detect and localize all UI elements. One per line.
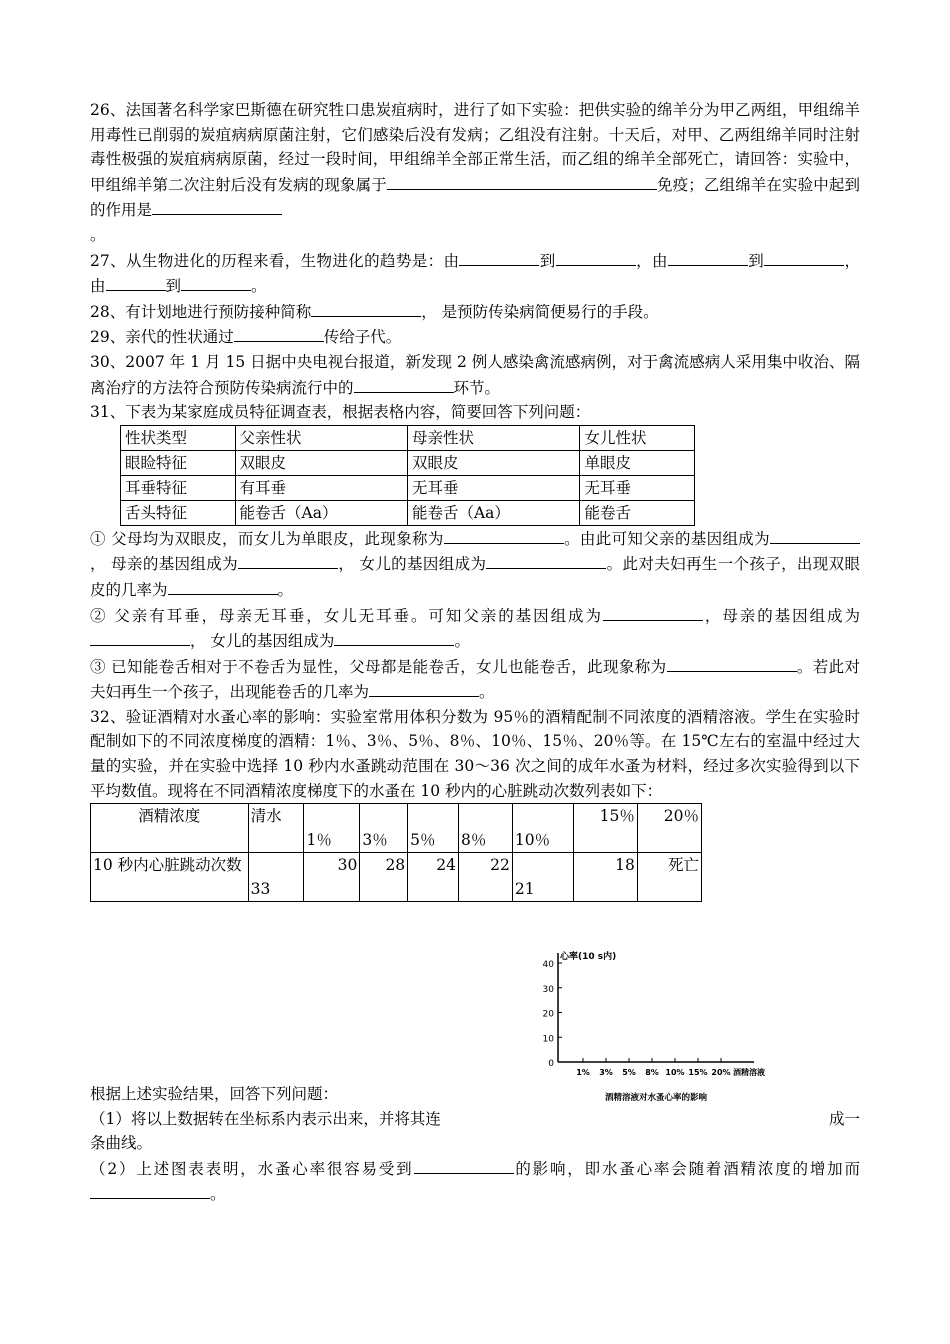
table-header-cell: 女儿性状: [580, 425, 695, 450]
answer-blank[interactable]: [90, 1181, 210, 1199]
answer-blank[interactable]: [603, 603, 703, 621]
answer-blank[interactable]: [181, 273, 251, 291]
y-tick-label: 10: [542, 1034, 554, 1045]
table-cell: 双眼皮: [407, 450, 579, 475]
table-cell: 能卷舌（Aa）: [407, 500, 579, 525]
answer-intro: 根据上述实验结果，回答下列问题：: [90, 1085, 339, 1103]
answer-blank[interactable]: [414, 1156, 514, 1174]
table-cell: 无耳垂: [407, 475, 579, 500]
answer-blank[interactable]: [106, 273, 166, 291]
table-cell: 眼睑特征: [121, 450, 236, 475]
answer-blank[interactable]: [770, 526, 860, 544]
answer-blank[interactable]: [168, 577, 278, 595]
answer-blank[interactable]: [667, 654, 797, 672]
question-31-part3: ③ 已知能卷舌相对于不卷舌为显性，父母都是能卷舌，女儿也能卷舌，此现象称为 。若此对夫妇再生一个孩子，出现能卷舌的几率为 。: [90, 654, 860, 705]
table-cell: 能卷舌: [580, 500, 695, 525]
table-cell: 清水: [248, 804, 304, 853]
table-cell: 8％: [459, 804, 513, 853]
table-cell: 33: [248, 853, 304, 902]
table-cell: 能卷舌（Aa）: [235, 500, 407, 525]
table-cell: 22: [459, 853, 513, 902]
family-traits-table: [120, 425, 695, 526]
answer-blank[interactable]: [234, 324, 324, 342]
question-28: 28、有计划地进行预防接种简称 ， 是预防传染病简便易行的手段。: [90, 299, 860, 325]
y-tick-label: 40: [542, 960, 554, 970]
table-cell: 10 秒内心脏跳动次数: [91, 853, 249, 902]
question-32-answers: [90, 1082, 860, 1207]
table-header-row: [121, 425, 695, 450]
table-cell: 死亡: [637, 853, 701, 902]
worksheet-body: [90, 98, 860, 902]
x-tick-label: 1%: [576, 1068, 590, 1077]
table-row: [121, 475, 695, 500]
x-tick-label: 5%: [622, 1068, 636, 1077]
table-cell: 10％: [512, 804, 573, 853]
answer-blank[interactable]: [444, 526, 564, 544]
table-cell: 耳垂特征: [121, 475, 236, 500]
x-tick-label: 8%: [645, 1068, 659, 1077]
table-cell: 28: [360, 853, 408, 902]
table-header-cell: 母亲性状: [407, 425, 579, 450]
table-cell: 21: [512, 853, 573, 902]
table-cell: 15％: [573, 804, 637, 853]
answer-blank[interactable]: [486, 551, 606, 569]
table-cell: 5％: [408, 804, 459, 853]
table-cell: 无耳垂: [580, 475, 695, 500]
answer-blank[interactable]: [152, 197, 282, 215]
answer-blank[interactable]: [354, 375, 454, 393]
chart-svg: [536, 945, 766, 1105]
chart-caption: 酒精溶液对水蚤心率的影响: [604, 1093, 708, 1103]
table-cell: 1％: [304, 804, 360, 853]
table-row: [91, 804, 702, 853]
answer-part2: （2）上述图表表明，水蚤心率很容易受到 的影响，即水蚤心率会随着酒精浓度的增加而。: [90, 1156, 860, 1207]
answer-blank[interactable]: [556, 248, 636, 266]
y-tick-label: 0: [548, 1059, 554, 1069]
answer-blank[interactable]: [459, 248, 539, 266]
table-cell: 18: [573, 853, 637, 902]
table-header-cell: 性状类型: [121, 425, 236, 450]
x-tick-label: 20%: [711, 1068, 731, 1077]
x-tick-label: 10%: [665, 1068, 685, 1077]
answer-blank[interactable]: [311, 299, 421, 317]
table-cell: 双眼皮: [235, 450, 407, 475]
x-tick-label: 3%: [599, 1068, 613, 1077]
heart-rate-table: [90, 803, 702, 902]
question-31-intro: 31、下表为某家庭成员特征调查表，根据表格内容，简要回答下列问题：: [90, 403, 591, 422]
answer-blank[interactable]: [387, 172, 657, 190]
x-tick-label: 15%: [688, 1068, 708, 1077]
question-31-part2: ② 父亲有耳垂，母亲无耳垂，女儿无耳垂。可知父亲的基因组成为 ，母亲的基因组成为， 女儿的基因组成为 。: [90, 603, 860, 654]
answer-blank[interactable]: [668, 248, 748, 266]
answer-part1: （1）将以上数据转在坐标系内表示出来，并将其连 成一: [90, 1109, 860, 1128]
answer-blank[interactable]: [238, 551, 338, 569]
table-header-cell: 父亲性状: [235, 425, 407, 450]
question-26: 26、法国著名科学家巴斯德在研究牲口患炭疽病时，进行了如下实验：把供实验的绵羊分为甲乙两组，甲组绵羊用毒性已削弱的炭疽病病原菌注射，它们感染后没有发病；乙组没有注射。十天后，对甲、乙两组绵羊同时注射毒性极强的炭疽病病原菌，经过一段时间，甲组绵羊全部正常生活，而乙组的绵羊全部死亡，请回答：实验中，甲组绵羊第二次注射后没有发病的现象属于 免疫；乙组绵羊在实验中起到的作用是 。: [90, 101, 860, 244]
answer-blank[interactable]: [334, 628, 454, 646]
table-cell: 有耳垂: [235, 475, 407, 500]
table-row: [121, 500, 695, 525]
table-cell: 30: [304, 853, 360, 902]
table-cell: 单眼皮: [580, 450, 695, 475]
table-row: [121, 450, 695, 475]
question-30: 30、2007 年 1 月 15 日据中央电视台报道，新发现 2 例人感染禽流感病例，对于禽流感病人采用集中收治、隔离治疗的方法符合预防传染病流行中的 环节。: [90, 352, 860, 397]
heart-rate-chart: [536, 945, 766, 1105]
question-27: 27、从生物进化的历程来看，生物进化的趋势是：由 到 ，由 到 ，由 到 。: [90, 248, 860, 299]
question-32-intro: 32、验证酒精对水蚤心率的影响：实验室常用体积分数为 95％的酒精配制不同浓度的酒精溶液。学生在实验时配制如下的不同浓度梯度的酒精：1％、3％、5％、8％、10％、15％、20％等。在 15℃左右的室温中经过大量的实验，并在实验中选择 10 秒内水蚤跳动范围在 30～36 次之间的成年水蚤为材料，经过多次实验得到以下平均数值。现将在不同酒精浓度梯度下的水蚤在 10 秒内的心脏跳动次数列表如下：: [90, 707, 860, 800]
table-cell: 3％: [360, 804, 408, 853]
answer-part1-cont: 条曲线。: [90, 1134, 153, 1153]
answer-blank[interactable]: [764, 248, 844, 266]
answer-blank[interactable]: [90, 628, 190, 646]
table-cell: 24: [408, 853, 459, 902]
y-tick-label: 30: [542, 984, 554, 995]
question-31-part1: ① 父母均为双眼皮，而女儿为单眼皮，此现象称为 。由此可知父亲的基因组成为， 母亲的基因组成为 ， 女儿的基因组成为 。此对夫妇再生一个孩子，出现双眼皮的几率为 。: [90, 526, 860, 603]
answer-blank[interactable]: [369, 679, 479, 697]
x-axis-label: 酒精溶液: [733, 1068, 765, 1077]
y-tick-label: 20: [542, 1009, 554, 1020]
y-axis-label: 心率(10 s内): [560, 952, 617, 962]
question-29: 29、亲代的性状通过 传给子代。: [90, 324, 860, 350]
table-cell: 20％: [637, 804, 701, 853]
table-cell: 舌头特征: [121, 500, 236, 525]
table-cell: 酒精浓度: [91, 804, 249, 853]
table-row: [91, 853, 702, 902]
